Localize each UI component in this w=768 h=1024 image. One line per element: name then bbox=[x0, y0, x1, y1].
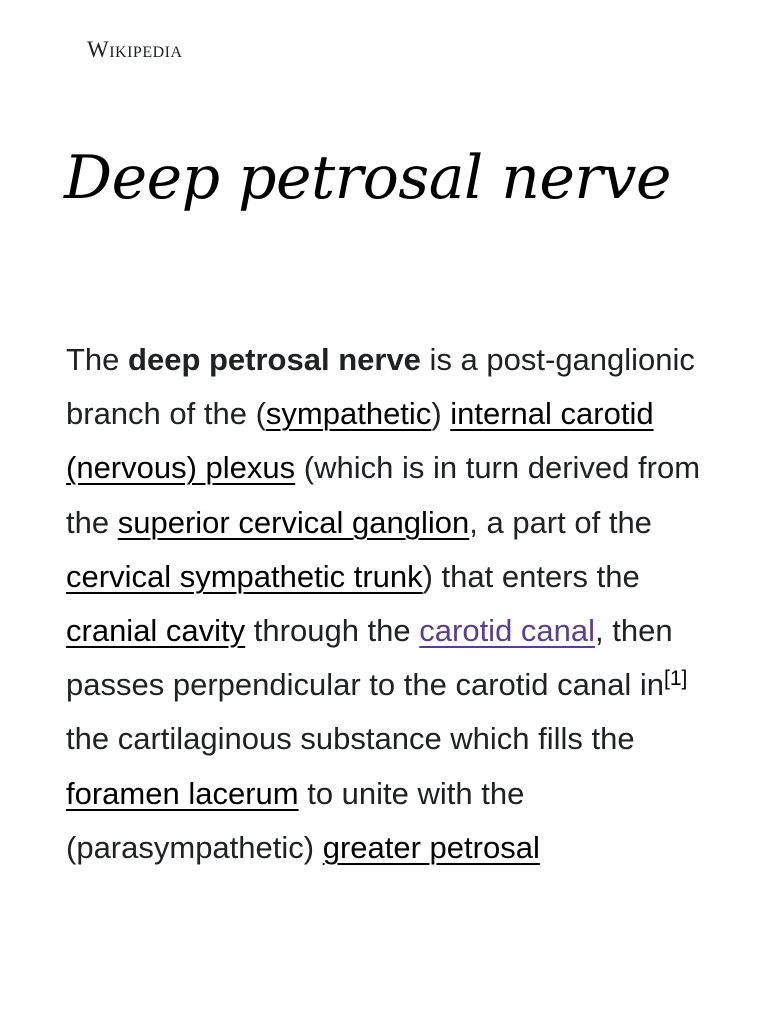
paragraph-text: through the bbox=[245, 613, 420, 649]
paragraph-text: , then passes perpendicular to the carotid canal in bbox=[66, 613, 673, 703]
bold-term: deep petrosal nerve bbox=[128, 342, 421, 377]
reference-link-1[interactable]: [1] bbox=[663, 667, 688, 691]
paragraph-text: The bbox=[66, 342, 129, 377]
paragraph-text: to unite with the (parasympathetic) bbox=[66, 775, 525, 865]
link-cervical-sympathetic-trunk[interactable]: cervical sympathetic trunk bbox=[66, 558, 423, 594]
link-carotid-canal[interactable]: carotid canal bbox=[419, 613, 596, 649]
paragraph-text: , a part of the bbox=[469, 504, 652, 540]
paragraph-text: ) bbox=[431, 396, 451, 432]
paragraph-text: the cartilaginous substance which fills the bbox=[66, 721, 635, 757]
link-superior-cervical-ganglion[interactable]: superior cervical ganglion bbox=[117, 504, 470, 540]
link-foramen-lacerum[interactable]: foramen lacerum bbox=[66, 775, 299, 811]
page-title: Deep petrosal nerve bbox=[64, 143, 671, 213]
link-cranial-cavity[interactable]: cranial cavity bbox=[66, 613, 246, 649]
paragraph-text: ) that enters the bbox=[422, 558, 640, 594]
reference-superscript bbox=[664, 667, 687, 690]
paragraph-text: is a post-ganglionic branch of the ( bbox=[66, 342, 695, 432]
link-sympathetic[interactable]: sympathetic bbox=[265, 396, 432, 432]
wikipedia-wordmark[interactable]: Wikipedia bbox=[87, 37, 183, 62]
link-internal-carotid-plexus[interactable]: internal carotid (nervous) plexus bbox=[66, 396, 654, 486]
link-greater-petrosal[interactable]: greater petrosal bbox=[322, 829, 540, 865]
paragraph-text: (which is in turn derived from the bbox=[66, 450, 701, 540]
article-paragraph bbox=[66, 333, 716, 875]
